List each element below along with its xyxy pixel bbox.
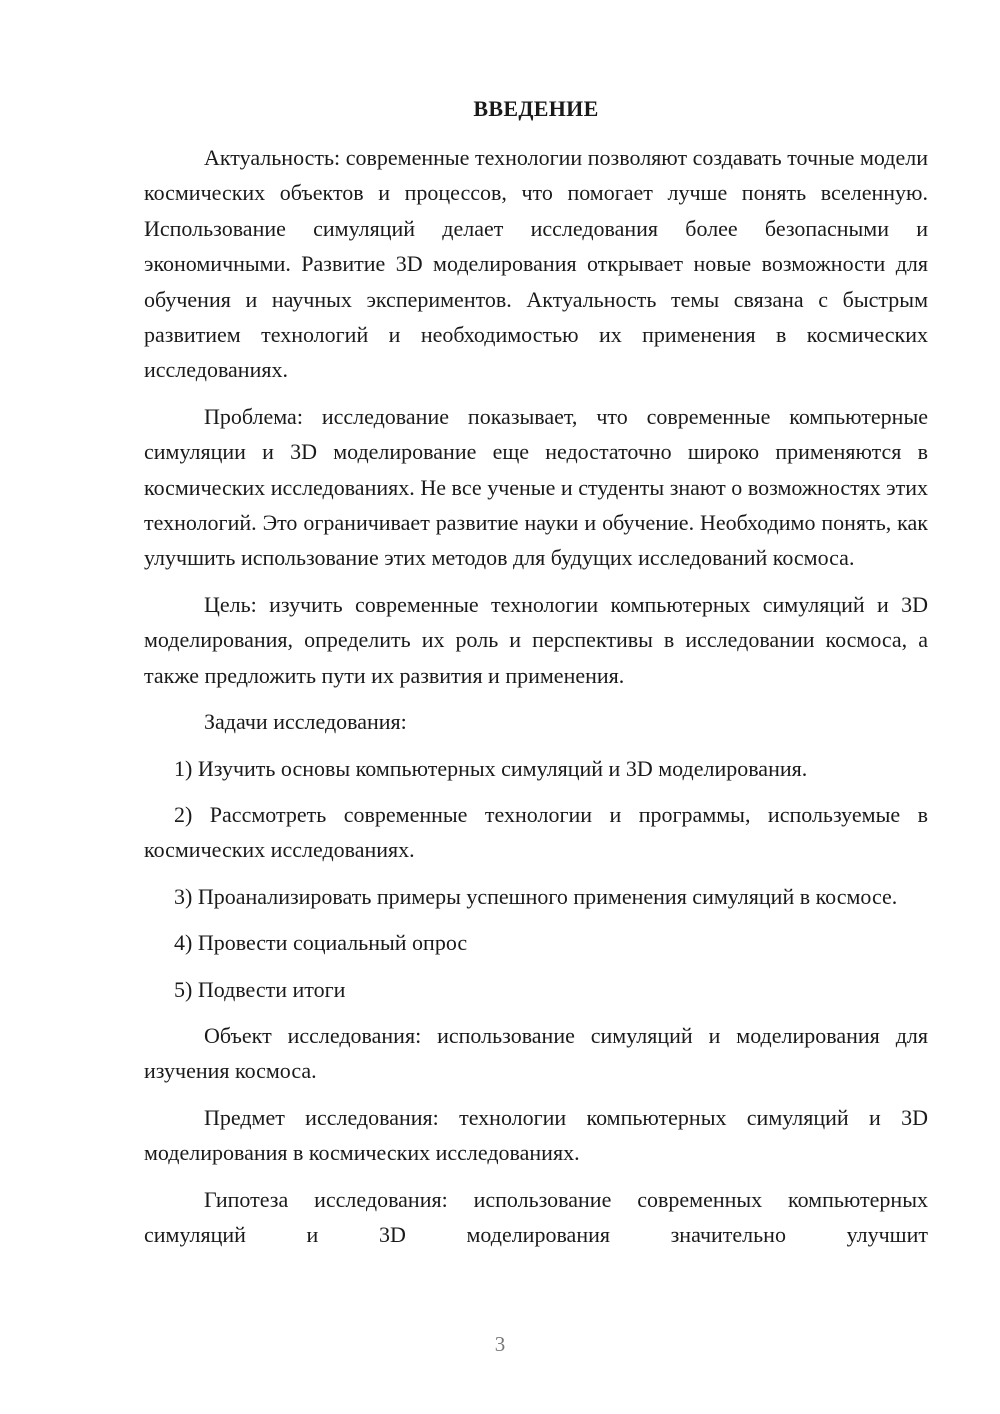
paragraph-hypothesis: Гипотеза исследования: использование современных компьютерных симуляций и 3D моделирования значительно улучшит bbox=[144, 1186, 928, 1247]
paragraph-tasks-heading: Задачи исследования: bbox=[204, 709, 407, 735]
paragraph-relevance: Актуальность: современные технологии позволяют создавать точные модели космических объектов и процессов, что помогает лучше понять вселенную. Использование симуляций делает исследования более безопасными и экономичными. Развитие 3D моделирования открывает новые возможности для обучения и научных экспериментов. Актуальность темы связана с быстрым развитием технологий и необходимостью их применения в космических исследованиях. bbox=[144, 145, 928, 383]
page-number: 3 bbox=[494, 1332, 506, 1356]
task-item: 1) Изучить основы компьютерных симуляций и 3D моделирования. bbox=[174, 755, 808, 781]
paragraph-problem: Проблема: исследование показывает, что современные компьютерные симуляции и 3D моделирование еще недостаточно широко применяются в космических исследованиях. Не все ученые и студенты знают о возможностях этих технологий. Это ограничивает развитие науки и обучение. Необходимо понять, как улучшить использование этих методов для будущих исследований космоса. bbox=[144, 403, 928, 571]
document-page bbox=[144, 92, 928, 1252]
task-item: 3) Проанализировать примеры успешного применения симуляций в космосе. bbox=[174, 883, 898, 909]
paragraph-object: Объект исследования: использование симуляций и моделирования для изучения космоса. bbox=[144, 1022, 928, 1084]
section-title: ВВЕДЕНИЕ bbox=[473, 96, 599, 121]
paragraph-goal: Цель: изучить современные технологии компьютерных симуляций и 3D моделирования, определить их роль и перспективы в исследовании космоса, а также предложить пути их развития и применения. bbox=[144, 591, 928, 688]
paragraph-subject: Предмет исследования: технологии компьютерных симуляций и 3D моделирования в космических исследованиях. bbox=[144, 1104, 928, 1166]
task-item: 5) Подвести итоги bbox=[174, 976, 346, 1002]
task-item: 2) Рассмотреть современные технологии и программы, используемые в космических исследованиях. bbox=[144, 801, 928, 863]
task-item: 4) Провести социальный опрос bbox=[174, 930, 468, 956]
